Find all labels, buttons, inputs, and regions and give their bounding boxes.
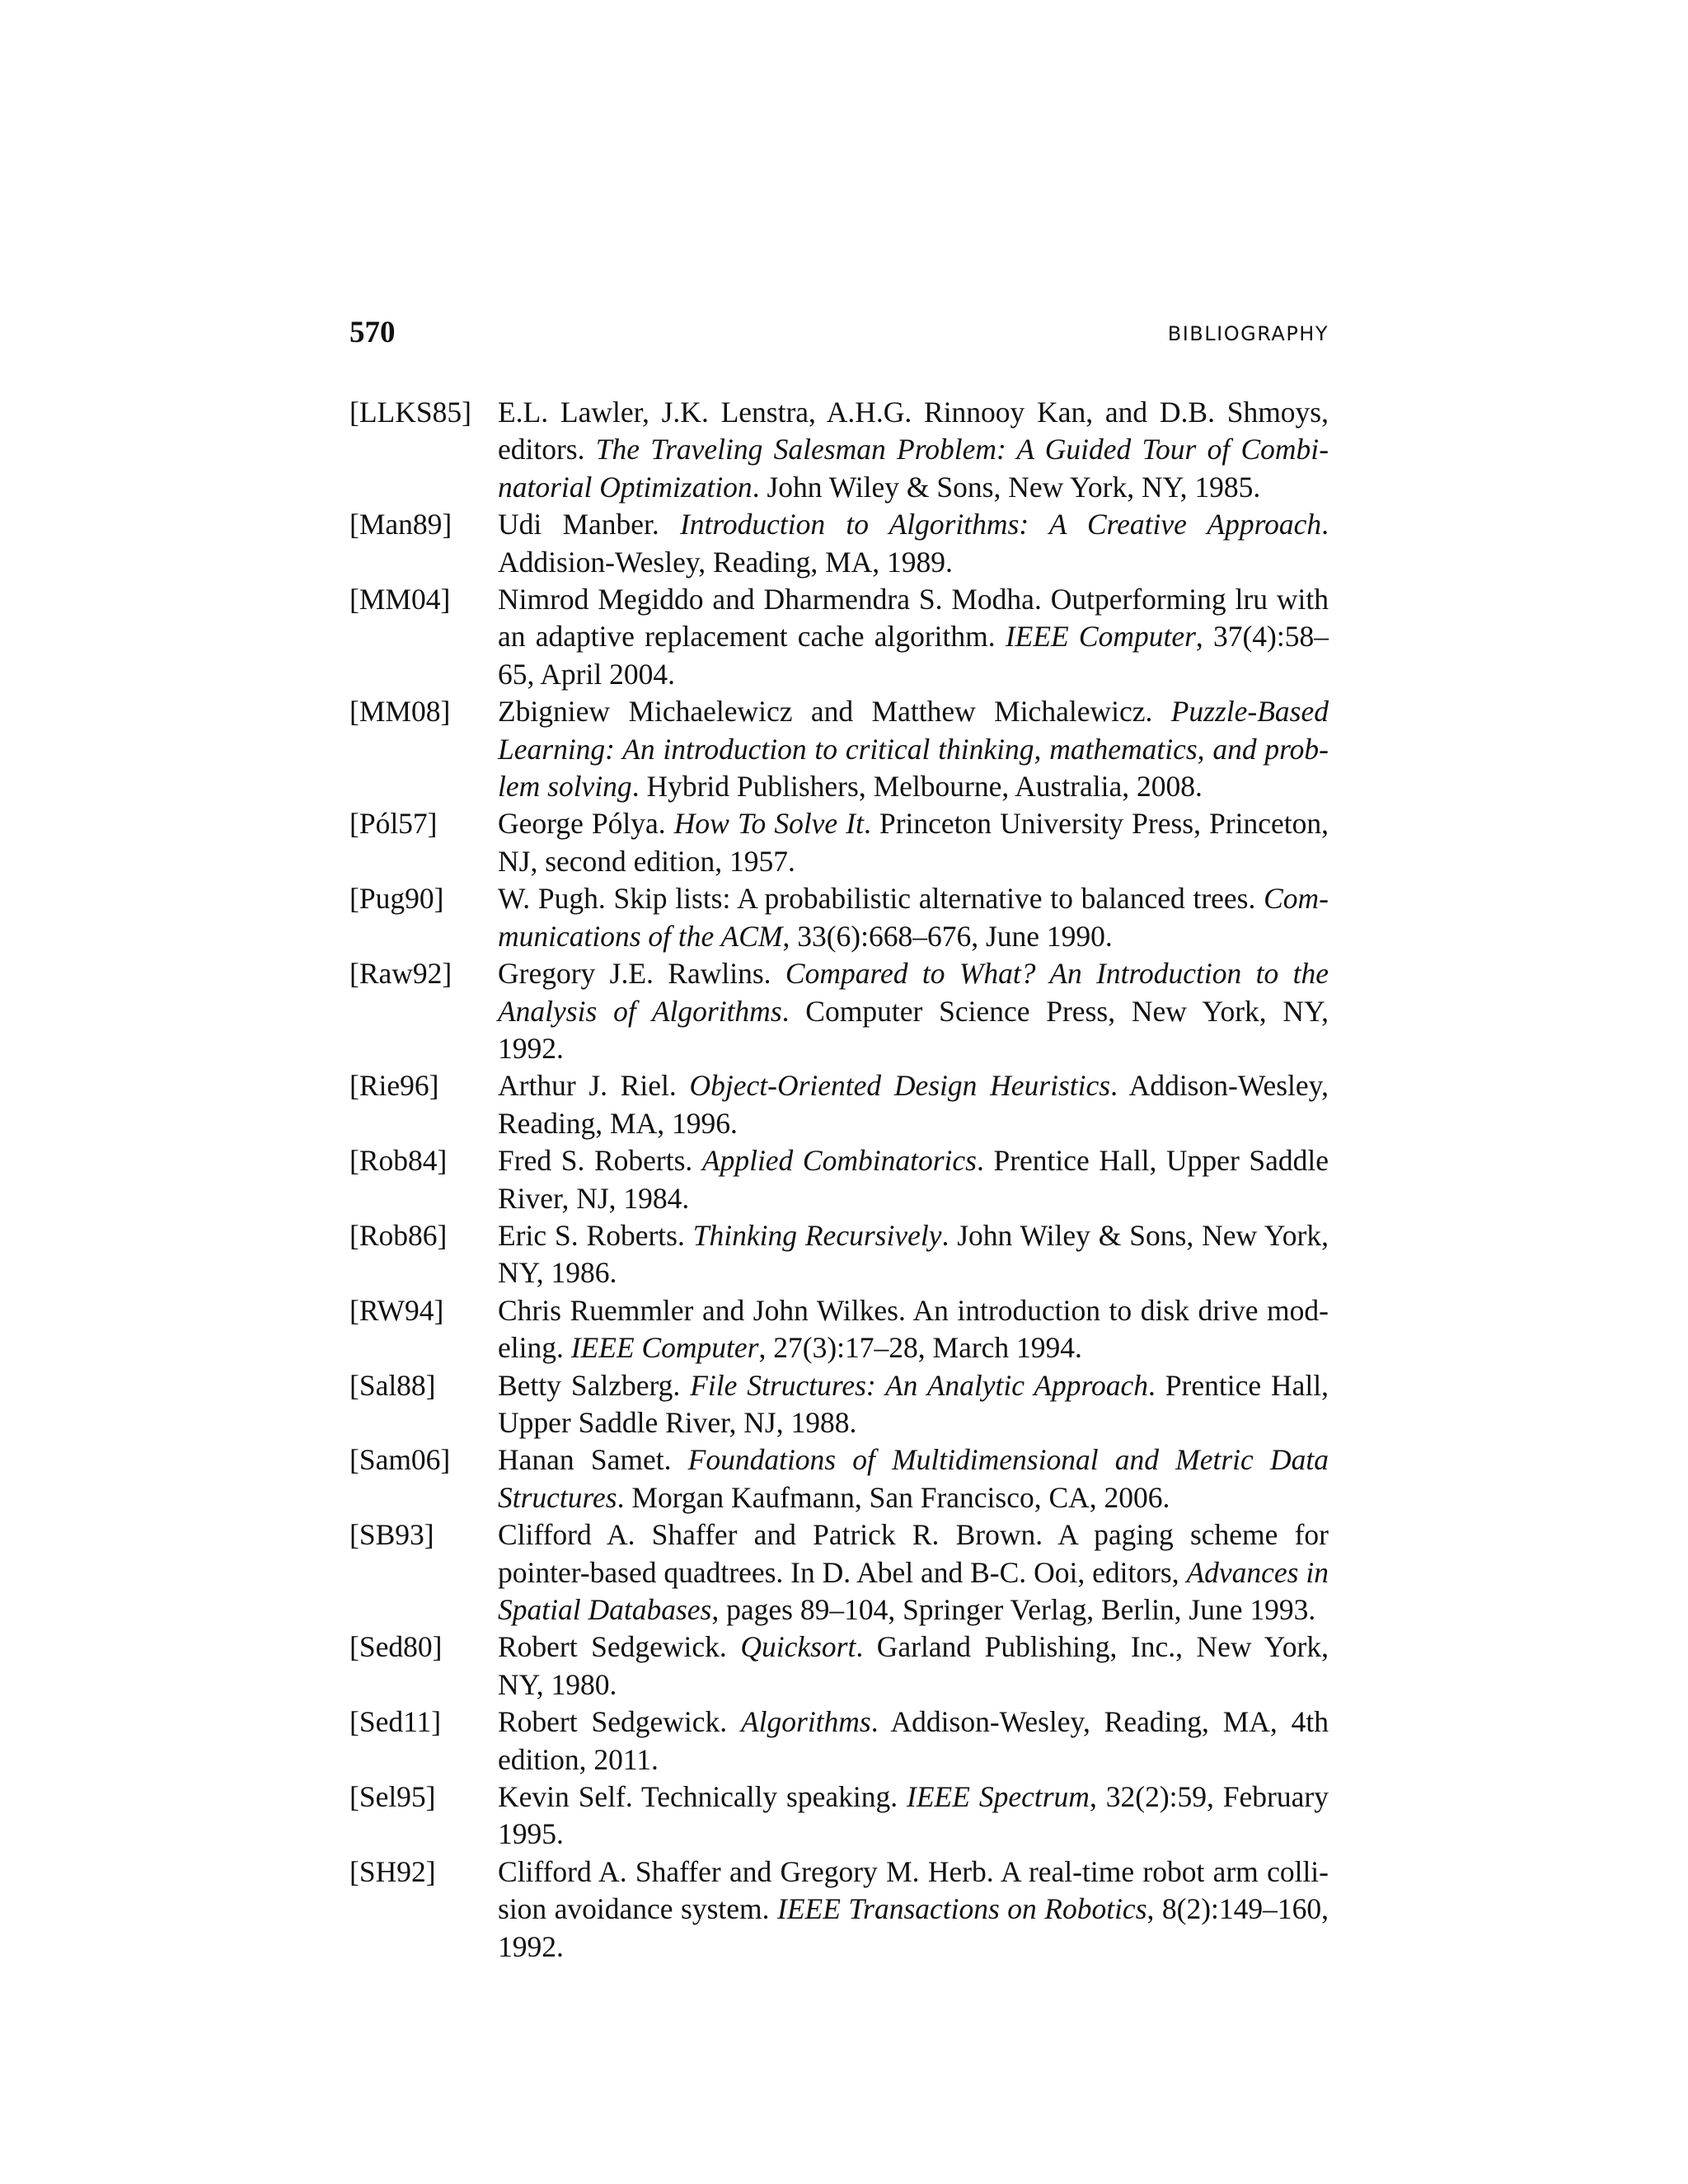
- bib-entry: [349, 1217, 1329, 1292]
- bib-key: [Rob86]: [349, 1218, 448, 1252]
- citation-text: . John Wiley & Sons, New York, NY, 1986.: [498, 1218, 1329, 1290]
- citation-text: W. Pugh. Skip lists: A probabilistic alternative to balanced trees.: [498, 882, 1264, 916]
- citation-title: Applied Combinatorics: [701, 1144, 977, 1178]
- bib-citation: [498, 506, 1329, 581]
- citation-text: . Addison-Wesley, Reading, MA, 1996.: [498, 1069, 1329, 1140]
- citation-text: Zbigniew Michaelewicz and Matthew Michalewicz.: [498, 695, 1171, 729]
- bib-entry: [349, 805, 1329, 880]
- bib-key: [Rie96]: [349, 1069, 439, 1103]
- citation-text: . Garland Publishing, Inc., New York, NY, 1980.: [498, 1630, 1329, 1701]
- citation-text: . Hybrid Publishers, Melbourne, Australia, 2008.: [631, 770, 1203, 804]
- bib-entry: [349, 1516, 1329, 1629]
- bib-key: [LLKS85]: [349, 396, 471, 429]
- citation-text: , 27(3):17–28, March 1994.: [758, 1331, 1082, 1365]
- bib-entry: [349, 1629, 1329, 1704]
- citation-text: Nimrod Megiddo and Dharmendra S. Modha. Outperforming lru with an adaptive replacement cache algorithm.: [498, 583, 1329, 654]
- bib-citation: [498, 1441, 1329, 1516]
- citation-title: Algorithms: [740, 1705, 871, 1739]
- citation-text: Hanan Samet.: [498, 1443, 688, 1477]
- citation-title: IEEE Spectrum: [907, 1780, 1090, 1814]
- citation-text: . Morgan Kaufmann, San Francisco, CA, 2006.: [617, 1480, 1170, 1514]
- citation-title: Object-Oriented Design Heuristics: [689, 1069, 1111, 1103]
- bib-entry: [349, 1854, 1329, 1966]
- running-header: BIBLIOGRAPHY: [1167, 322, 1329, 345]
- bib-citation: [498, 1292, 1329, 1367]
- citation-text: Udi Manber.: [498, 508, 680, 541]
- bib-key: [Sed80]: [349, 1630, 443, 1664]
- bib-key: [Pól57]: [349, 807, 438, 841]
- bib-key: [Raw92]: [349, 957, 452, 991]
- citation-title: Advances in Spatial Databases: [498, 1555, 1329, 1626]
- citation-text: Arthur J. Riel.: [498, 1069, 690, 1103]
- citation-title: File Structures: An Analytic Approach: [690, 1368, 1148, 1402]
- citation-title: Compared to What? An Introduction to the Analysis of Algorithms: [498, 957, 1329, 1028]
- citation-title: How To Solve It: [673, 807, 864, 841]
- citation-text: E.L. Lawler, J.K. Lenstra, A.H.G. Rinnooy Kan, and D.B. Shmoys, editors.: [498, 396, 1329, 466]
- bib-entry: [349, 1067, 1329, 1142]
- page-number: 570: [349, 316, 396, 349]
- citation-text: , 33(6):668–676, June 1990.: [782, 919, 1113, 953]
- bib-entry: [349, 693, 1329, 805]
- bib-citation: [498, 1367, 1329, 1442]
- citation-title: Quicksort: [740, 1630, 856, 1664]
- citation-title: Puzzle-Based Learning: An introduction to critical thinking, mathematics, and problem solving: [498, 695, 1329, 804]
- bib-key: [RW94]: [349, 1293, 444, 1327]
- bib-key: [SH92]: [349, 1854, 436, 1888]
- citation-text: , pages 89–104, Springer Verlag, Berlin, June 1993.: [711, 1593, 1316, 1626]
- citation-text: Robert Sedgewick.: [498, 1705, 741, 1739]
- bib-citation: [498, 693, 1329, 805]
- bib-key: [Sel95]: [349, 1780, 436, 1814]
- bib-citation: [498, 1142, 1329, 1217]
- bib-key: [Sed11]: [349, 1705, 442, 1739]
- bib-key: [Rob84]: [349, 1144, 448, 1178]
- bibliography-list: [349, 394, 1329, 1966]
- citation-text: Gregory J.E. Rawlins.: [498, 957, 785, 991]
- citation-title: IEEE Computer: [1005, 620, 1196, 654]
- bib-entry: [349, 1704, 1329, 1779]
- citation-text: . Princeton University Press, Princeton, NJ, second edition, 1957.: [498, 807, 1329, 878]
- bib-entry: [349, 581, 1329, 693]
- citation-text: . Addision-Wesley, Reading, MA, 1989.: [498, 508, 1329, 579]
- citation-text: , 8(2):149–160, 1992.: [498, 1892, 1329, 1963]
- bib-key: [MM04]: [349, 583, 451, 616]
- citation-text: . Computer Science Press, New York, NY, 1992.: [498, 994, 1329, 1065]
- citation-text: Clifford A. Shaffer and Patrick R. Brown. A paging scheme for pointer-based quadtrees. In D. Abel and B-C. Ooi, editors,: [498, 1518, 1329, 1589]
- bib-citation: [498, 1067, 1329, 1142]
- citation-title: IEEE Computer: [570, 1331, 759, 1365]
- bib-entry: [349, 1292, 1329, 1367]
- bib-citation: [498, 880, 1329, 955]
- bib-citation: [498, 1629, 1329, 1704]
- bib-key: [Pug90]: [349, 882, 444, 916]
- bib-citation: [498, 805, 1329, 880]
- citation-text: . John Wiley & Sons, New York, NY, 1985.: [752, 470, 1261, 504]
- bib-entry: [349, 880, 1329, 955]
- bib-entry: [349, 506, 1329, 581]
- citation-text: . Prentice Hall, Upper Saddle River, NJ, 1988.: [498, 1368, 1329, 1439]
- bib-citation: [498, 581, 1329, 693]
- citation-text: Clifford A. Shaffer and Gregory M. Herb. A real-time robot arm collision avoidance system.: [498, 1854, 1329, 1926]
- bib-key: [Man89]: [349, 508, 452, 541]
- bib-key: [SB93]: [349, 1518, 434, 1552]
- bib-entry: [349, 1441, 1329, 1516]
- bib-entry: [349, 955, 1329, 1067]
- citation-text: , 37(4):58–65, April 2004.: [498, 620, 1329, 691]
- citation-text: Eric S. Roberts.: [498, 1218, 693, 1252]
- bib-citation: [498, 394, 1329, 506]
- bib-entry: [349, 1142, 1329, 1217]
- bib-citation: [498, 1704, 1329, 1779]
- citation-title: IEEE Transactions on Robotics: [777, 1892, 1147, 1926]
- citation-text: , 32(2):59, February 1995.: [498, 1780, 1329, 1851]
- bib-key: [MM08]: [349, 695, 451, 729]
- citation-text: . Addison-Wesley, Reading, MA, 4th edition, 2011.: [498, 1705, 1329, 1776]
- bib-key: [Sam06]: [349, 1443, 451, 1477]
- bib-entry: [349, 394, 1329, 506]
- citation-text: . Prentice Hall, Upper Saddle River, NJ, 1984.: [498, 1144, 1329, 1215]
- citation-text: Kevin Self. Technically speaking.: [498, 1780, 907, 1814]
- citation-title: Thinking Recursively: [692, 1218, 942, 1252]
- bib-citation: [498, 1779, 1329, 1854]
- bib-citation: [498, 1516, 1329, 1629]
- bib-entry: [349, 1367, 1329, 1442]
- bib-citation: [498, 955, 1329, 1067]
- bib-citation: [498, 1854, 1329, 1966]
- bib-entry: [349, 1779, 1329, 1854]
- citation-text: Robert Sedgewick.: [498, 1630, 741, 1664]
- citation-title: Foundations of Multidimensional and Metric Data Structures: [498, 1443, 1329, 1514]
- citation-title: Introduction to Algorithms: A Creative Approach: [679, 508, 1322, 541]
- citation-text: George Pólya.: [498, 807, 674, 841]
- citation-title: The Traveling Salesman Problem: A Guided Tour of Combinatorial Optimization: [498, 433, 1329, 504]
- citation-title: Communications of the ACM: [498, 882, 1329, 953]
- bib-key: [Sal88]: [349, 1368, 436, 1402]
- bib-citation: [498, 1217, 1329, 1292]
- citation-text: Betty Salzberg.: [498, 1368, 691, 1402]
- citation-text: Chris Ruemmler and John Wilkes. An introduction to disk drive modeling.: [498, 1293, 1329, 1365]
- citation-text: Fred S. Roberts.: [498, 1144, 702, 1178]
